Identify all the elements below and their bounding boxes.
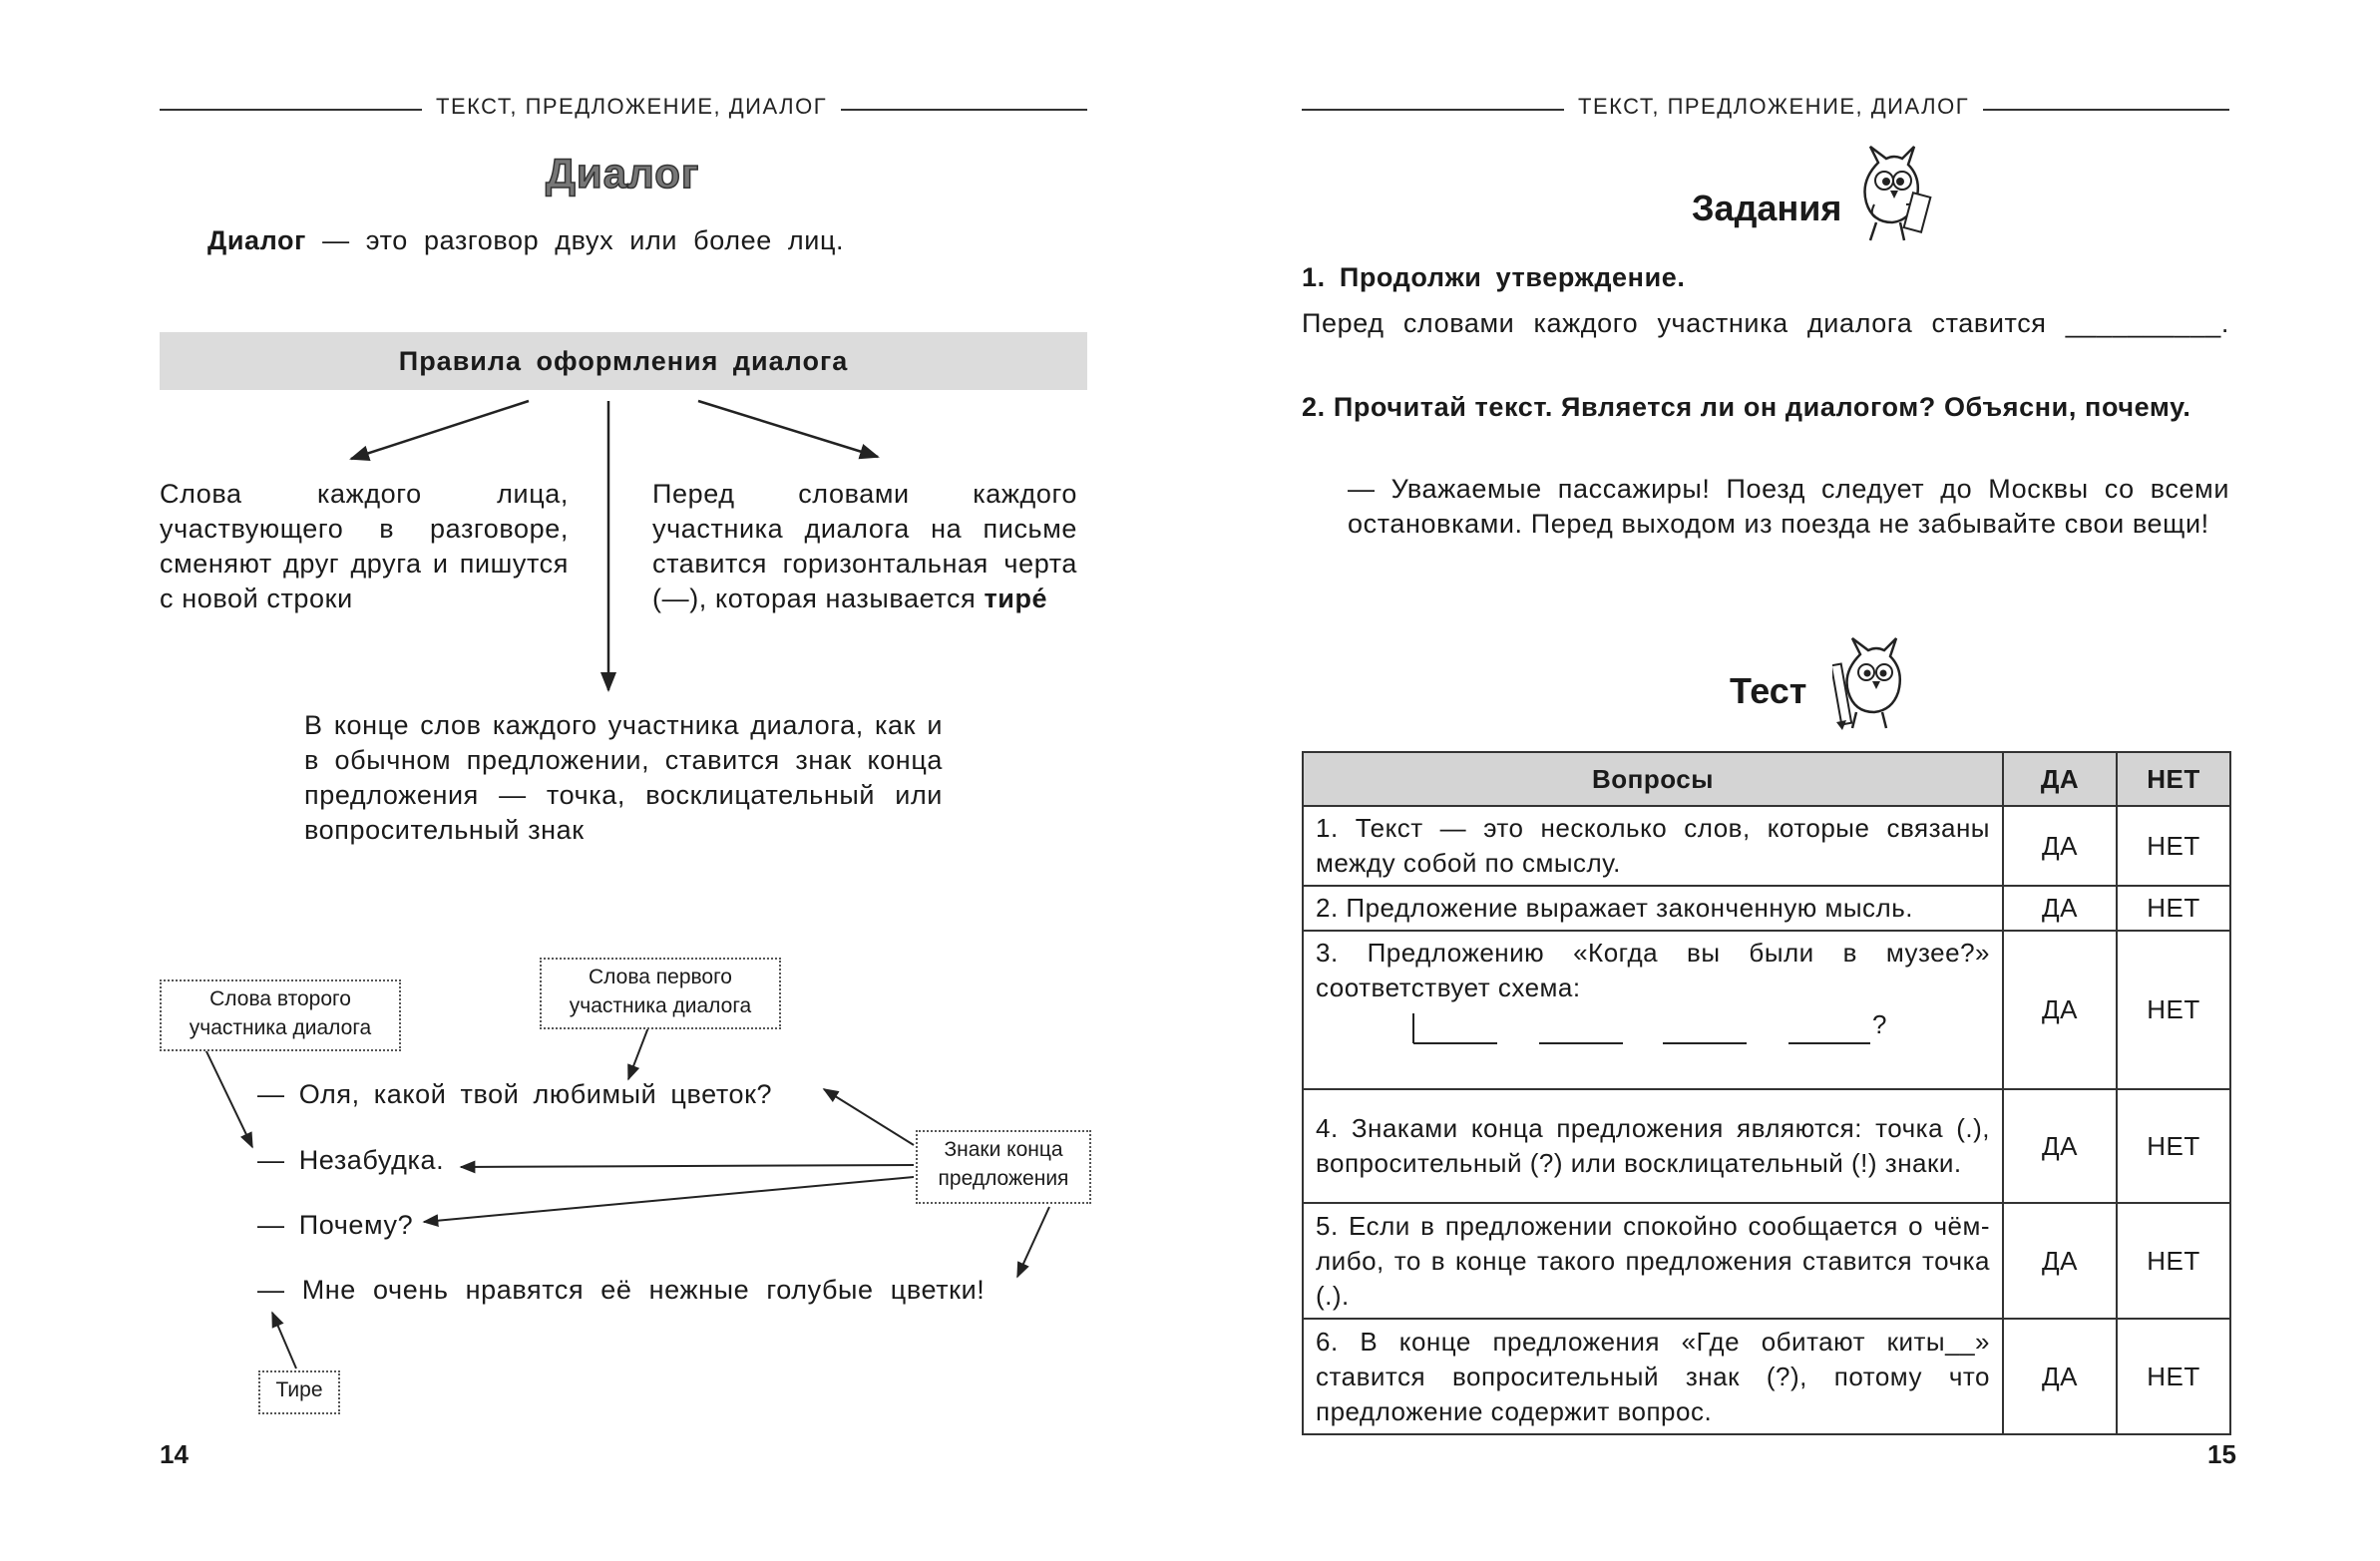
question-cell: 3. Предложению «Когда вы были в музее?» соответствует схема: ? (1303, 931, 2003, 1089)
label-first-speaker: Слова первого участника диалога (540, 958, 781, 1029)
table-row (1303, 931, 2230, 1089)
arrow-second-speaker (204, 1047, 252, 1147)
dialog-line: — Оля, какой твой любимый цветок? (257, 1079, 773, 1109)
arrow-dash (272, 1313, 296, 1368)
rule-bottom: В конце слов каждого участника диалога, как и в обычном предложении, ставится знак конца предложения — точка, восклицательный или вопросительный знак (304, 710, 943, 845)
arrow-end-q1 (824, 1089, 914, 1145)
answer-yes[interactable]: ДА (2003, 886, 2117, 931)
dialog-line: — Незабудка. (257, 1145, 445, 1175)
table-row (1303, 806, 2230, 886)
dialog-line: — Мне очень нравятся её нежные голубые цветки! (257, 1275, 986, 1305)
arrow-left (351, 401, 529, 459)
task1-text: Перед словами каждого участника диалога ставится __________. (1302, 308, 2229, 338)
owl-icon (1832, 634, 1918, 734)
definition-term: Диалог (207, 225, 306, 255)
label-second-speaker: Слова второго участника диалога (160, 979, 401, 1051)
answer-no[interactable]: НЕТ (2117, 1203, 2230, 1319)
header-no: НЕТ (2117, 752, 2230, 806)
question-cell: 1. Текст — это несколько слов, которые связаны между собой по смыслу. (1303, 806, 2003, 886)
test-table (1302, 751, 2231, 1435)
table-header-row (1303, 752, 2230, 806)
test-title: Тест (1730, 670, 1807, 711)
arrow-end-q2 (424, 1177, 914, 1222)
arrow-right (698, 401, 878, 457)
question-cell: 2. Предложение выражает законченную мысль. (1303, 886, 2003, 931)
label-dash: Тире (258, 1370, 340, 1414)
answer-yes[interactable]: ДА (2003, 931, 2117, 1089)
sentence-scheme (1411, 1009, 1930, 1049)
answer-no[interactable]: НЕТ (2117, 806, 2230, 886)
tasks-title: Задания (1692, 188, 1842, 228)
task2-text: — Уважаемые пассажиры! Поезд следует до Москвы со всеми остановками. Перед выходом из поезда не забывайте свои вещи! (1348, 474, 2229, 539)
table-row (1303, 1319, 2230, 1434)
answer-yes[interactable]: ДА (2003, 1089, 2117, 1203)
answer-no[interactable]: НЕТ (2117, 1089, 2230, 1203)
page-number: 15 (2207, 1439, 2236, 1469)
answer-yes[interactable]: ДА (2003, 1203, 2117, 1319)
right-page (1190, 0, 2380, 1561)
table-row (1303, 886, 2230, 931)
answer-no[interactable]: НЕТ (2117, 1319, 2230, 1434)
task1-title: 1. Продолжи утверждение. (1302, 262, 1686, 292)
rule-right: Перед словами каждого участника диалога на письме ставится горизонтальная черта (—), которая называется тире́ (652, 479, 1077, 613)
answer-no[interactable]: НЕТ (2117, 886, 2230, 931)
owl-icon (1848, 145, 1938, 249)
label-end-marks: Знаки конца предложения (916, 1130, 1091, 1204)
running-head: ТЕКСТ, ПРЕДЛОЖЕНИЕ, ДИАЛОГ (422, 94, 841, 120)
page-title: Диалог (546, 150, 700, 196)
task2-title: 2. Прочитай текст. Является ли он диалогом? Объясни, почему. (1302, 392, 2191, 422)
arrow-end-dot (461, 1165, 914, 1167)
page-number: 14 (160, 1439, 189, 1469)
question-cell: 5. Если в предложении спокойно сообщается о чём-либо, то в конце такого предложения ставится точка (.). (1303, 1203, 2003, 1319)
header-yes: ДА (2003, 752, 2117, 806)
rule-left: Слова каждого лица, участвующего в разговоре, сменяют друг друга и пишутся с новой строки (160, 479, 569, 613)
answer-yes[interactable]: ДА (2003, 806, 2117, 886)
arrow-end-excl (1017, 1207, 1049, 1277)
answer-no[interactable]: НЕТ (2117, 931, 2230, 1089)
dialog-line: — Почему? (257, 1210, 414, 1240)
definition-text: — это разговор двух или более лиц. (305, 225, 845, 255)
rules-header: Правила оформления диалога (160, 332, 1087, 390)
answer-yes[interactable]: ДА (2003, 1319, 2117, 1434)
question-cell: 6. В конце предложения «Где обитают киты__» ставится вопросительный знак (?), потому что предложение содержит вопрос. (1303, 1319, 2003, 1434)
question-cell: 4. Знаками конца предложения являются: точка (.), вопросительный (?) или восклицательный (!) знаки. (1303, 1089, 2003, 1203)
table-row (1303, 1203, 2230, 1319)
header-questions: Вопросы (1303, 752, 2003, 806)
running-head: ТЕКСТ, ПРЕДЛОЖЕНИЕ, ДИАЛОГ (1564, 94, 1983, 120)
arrow-first-speaker (628, 1027, 648, 1079)
table-row (1303, 1089, 2230, 1203)
